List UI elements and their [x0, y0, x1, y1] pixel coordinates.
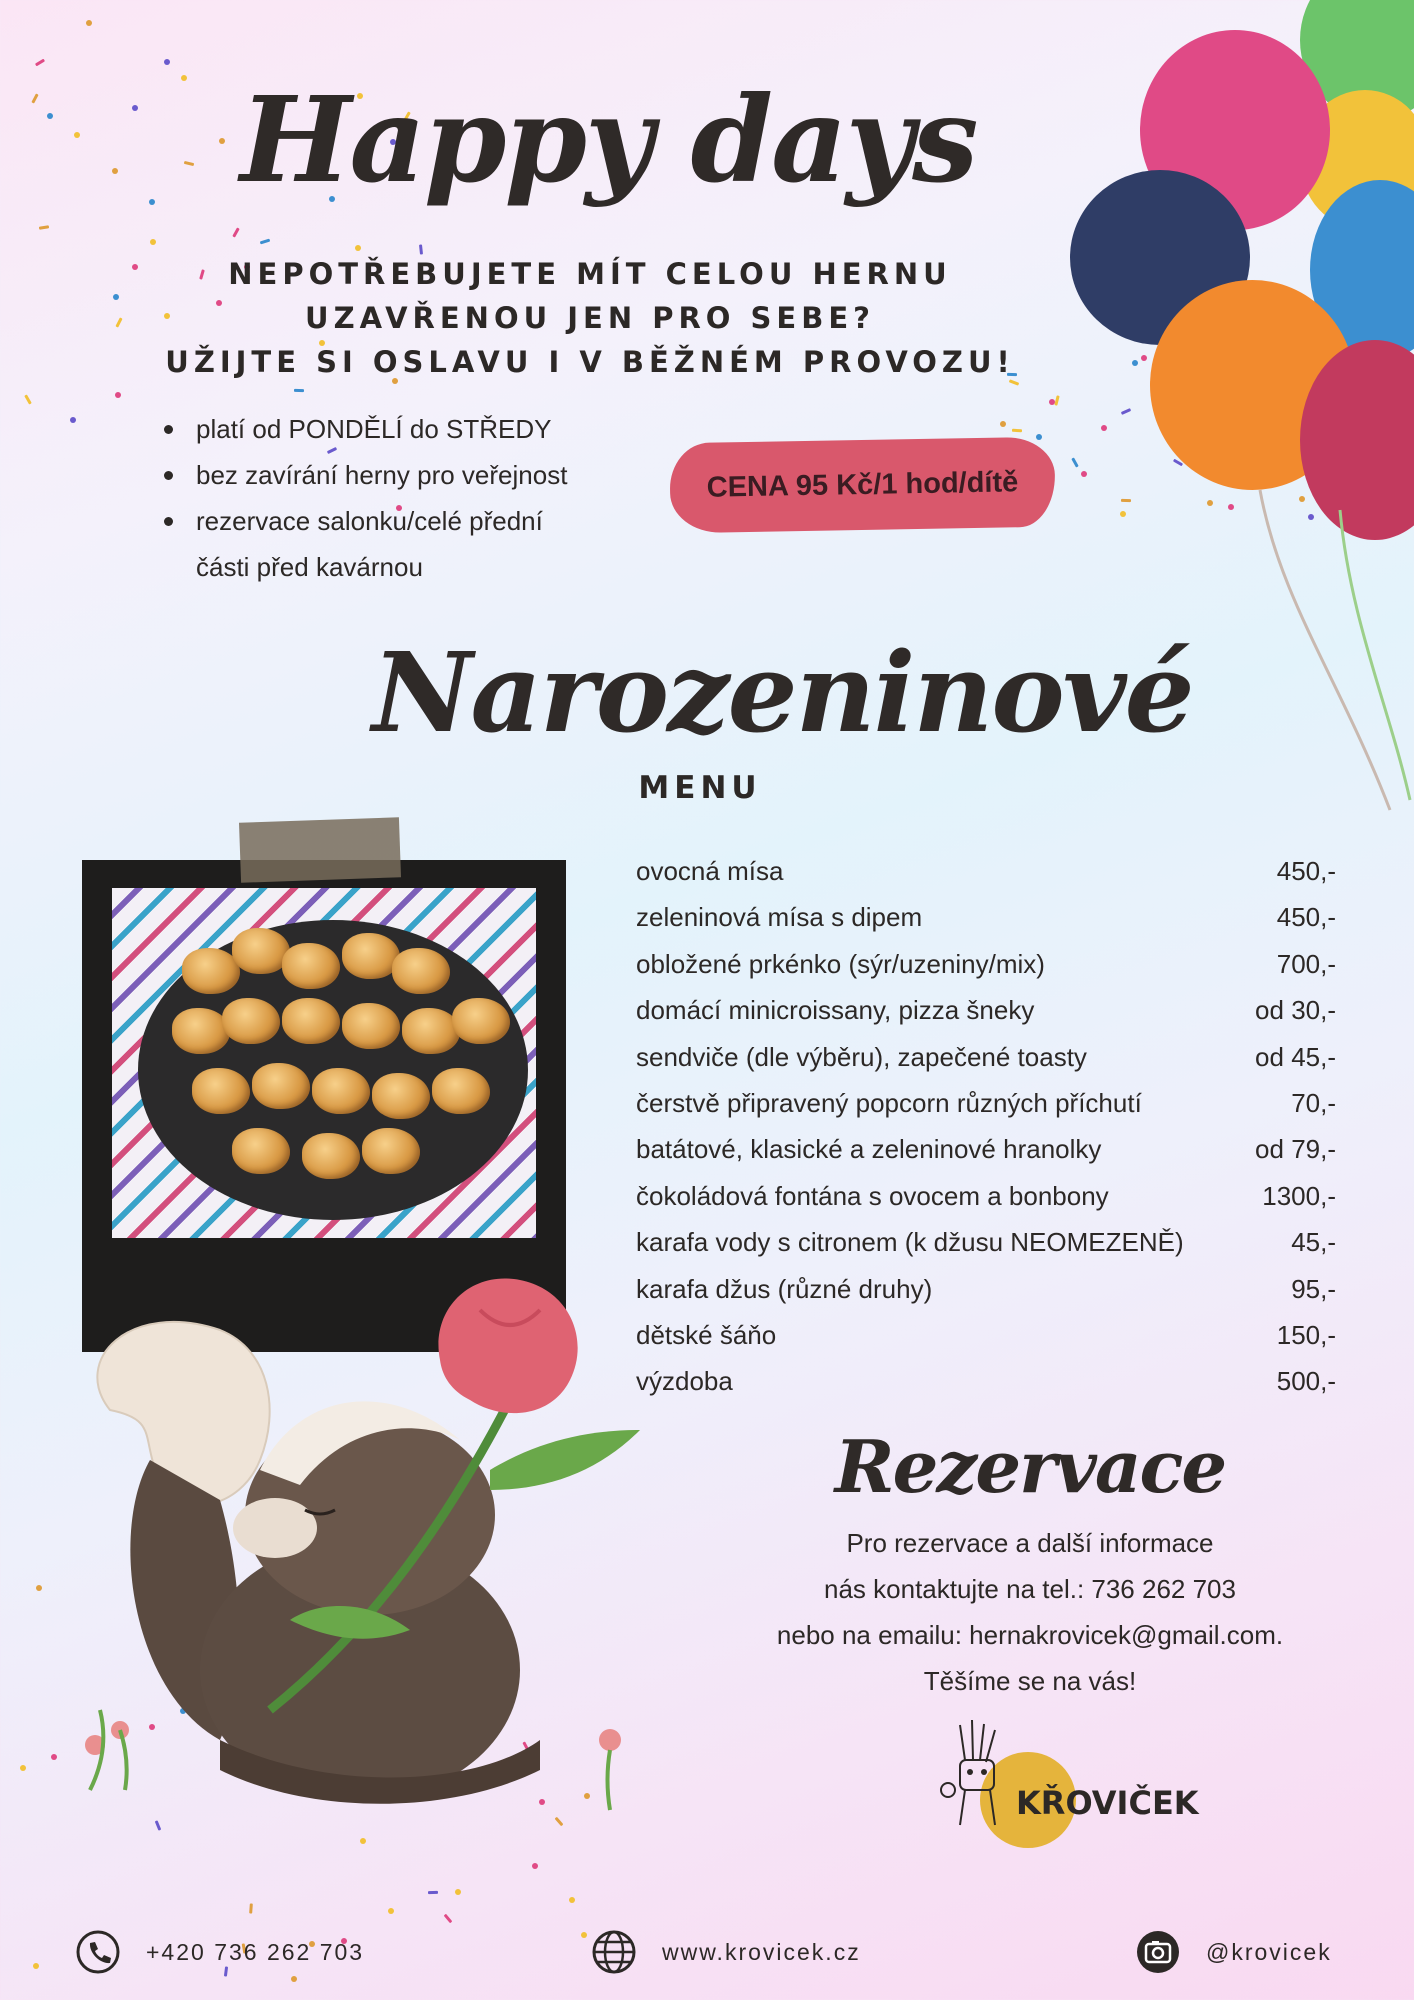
pastry — [372, 1073, 430, 1119]
footer-phone[interactable] — [76, 1930, 364, 1974]
tape-decoration — [239, 817, 401, 883]
camera-icon — [1136, 1930, 1180, 1974]
bullet-item: rezervace salonku/celé přední části před kavárnou — [160, 498, 600, 590]
menu-caps-title: MENU — [638, 770, 762, 806]
menu-item-name: karafa džus (různé druhy) — [636, 1273, 933, 1304]
pastry — [282, 998, 340, 1044]
menu-item-price: od 45,- — [1255, 1041, 1336, 1072]
reservation-line-2: nás kontaktujte na tel.: 736 262 703 — [824, 1574, 1236, 1604]
globe-icon — [592, 1930, 636, 1974]
menu-item-price: 450,- — [1276, 902, 1336, 933]
price-badge: CENA 95 Kč/1 hod/dítě — [669, 437, 1056, 534]
menu-item — [636, 1266, 1336, 1312]
reservation-title: Rezervace — [834, 1424, 1226, 1509]
menu-item — [636, 941, 1336, 987]
menu-item-price: 500,- — [1276, 1366, 1336, 1397]
pastry — [432, 1068, 490, 1114]
pastry — [312, 1068, 370, 1114]
menu-item-price: 1300,- — [1262, 1180, 1336, 1211]
intro-text — [150, 252, 1030, 384]
menu-item-price: od 79,- — [1255, 1134, 1336, 1165]
menu-item-price: 45,- — [1291, 1227, 1336, 1258]
menu-item — [636, 1126, 1336, 1172]
skunk-illustration — [70, 1270, 660, 1830]
pastry — [452, 998, 510, 1044]
pastry — [222, 998, 280, 1044]
menu-item-name: zeleninová mísa s dipem — [636, 902, 923, 933]
menu-item — [636, 848, 1336, 894]
intro-line-1: NEPOTŘEBUJETE MÍT CELOU HERNU — [228, 257, 952, 291]
menu-item-name: obložené prkénko (sýr/uzeniny/mix) — [636, 948, 1045, 979]
pastry — [192, 1068, 250, 1114]
menu-script-title: Narozeninové — [372, 628, 1193, 757]
menu-item — [636, 987, 1336, 1033]
menu-item-name: dětské šáňo — [636, 1319, 777, 1350]
menu-item — [636, 894, 1336, 940]
reservation-text — [760, 1520, 1300, 1704]
menu-item — [636, 1312, 1336, 1358]
menu-item-price: 95,- — [1291, 1273, 1336, 1304]
menu-item — [636, 1219, 1336, 1265]
menu-item-name: ovocná mísa — [636, 856, 784, 886]
menu-item-name: výzdoba — [636, 1366, 733, 1397]
menu-item — [636, 1080, 1336, 1126]
bullet-item: bez zavírání herny pro veřejnost — [160, 452, 600, 498]
pastry — [302, 1133, 360, 1179]
menu-item — [636, 1358, 1336, 1404]
menu-item-price: 70,- — [1291, 1087, 1336, 1118]
pastry — [362, 1128, 420, 1174]
menu-item-name: sendviče (dle výběru), zapečené toasty — [636, 1041, 1087, 1072]
footer-instagram-text: @krovicek — [1206, 1938, 1332, 1965]
footer-instagram[interactable] — [1136, 1930, 1332, 1974]
reservation-line-3: nebo na emailu: hernakrovicek@gmail.com. — [776, 1620, 1284, 1650]
conditions-list — [160, 406, 600, 590]
menu-item-name: karafa vody s citronem (k džusu NEOMEZENĚ) — [636, 1227, 1184, 1258]
reservation-line-1: Pro rezervace a další informace — [846, 1528, 1214, 1558]
bullet-item: platí od PONDĚLÍ do STŘEDY — [160, 406, 600, 452]
food-photo — [112, 888, 536, 1238]
phone-icon — [76, 1930, 120, 1974]
menu-item-name: čerstvě připravený popcorn různých příchutí — [636, 1087, 1142, 1118]
menu-item-price: od 30,- — [1255, 995, 1336, 1026]
footer-website[interactable] — [592, 1930, 861, 1974]
menu-item-price: 700,- — [1276, 948, 1336, 979]
menu-item-name: domácí minicroissany, pizza šneky — [636, 995, 1035, 1026]
happy-days-title: Happy days — [240, 70, 977, 209]
intro-line-2: UZAVŘENOU JEN PRO SEBE? — [305, 301, 875, 335]
pastry — [252, 1063, 310, 1109]
menu-item-price: 450,- — [1276, 856, 1336, 886]
menu-item-price: 150,- — [1276, 1319, 1336, 1350]
menu-item-name: batátové, klasické a zeleninové hranolky — [636, 1134, 1102, 1165]
reservation-line-4: Těšíme se na vás! — [923, 1666, 1137, 1696]
menu-list — [636, 848, 1336, 1405]
pastry — [282, 943, 340, 989]
pastry — [232, 1128, 290, 1174]
footer-phone-text: +420 736 262 703 — [146, 1938, 365, 1965]
logo-text: KŘOVIČEK — [1016, 1784, 1199, 1822]
menu-item — [636, 1173, 1336, 1219]
intro-line-3: UŽIJTE SI OSLAVU I V BĚŽNÉM PROVOZU! — [165, 345, 1015, 379]
logo-mascot-icon — [940, 1720, 1010, 1830]
menu-item-name: čokoládová fontána s ovocem a bonbony — [636, 1180, 1109, 1211]
footer-website-text: www.krovicek.cz — [662, 1938, 861, 1965]
pastry — [392, 948, 450, 994]
menu-item — [636, 1034, 1336, 1080]
pastry — [342, 1003, 400, 1049]
